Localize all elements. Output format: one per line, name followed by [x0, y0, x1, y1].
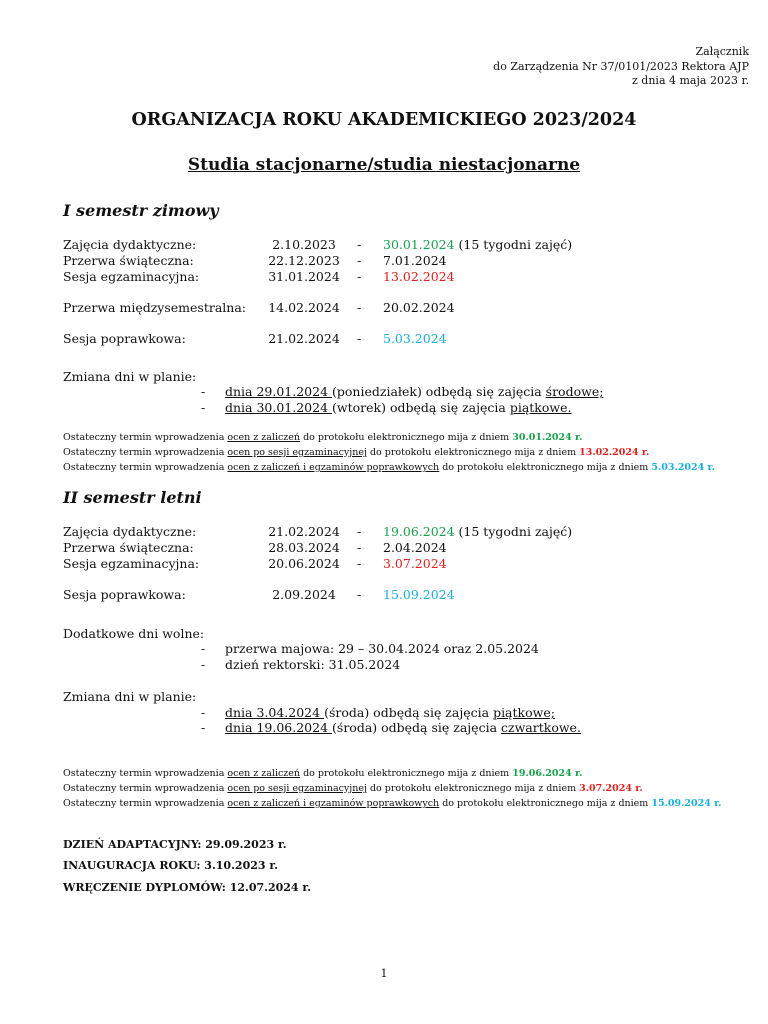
row-date-to: 20.02.2024 — [383, 300, 455, 315]
note-underlined: ocen po sesji egzaminacyjnej — [227, 783, 367, 794]
row-date-from: 20.06.2024 — [268, 556, 340, 571]
change-text — [225, 400, 571, 416]
bullet-dash: - — [201, 705, 206, 720]
document-subtitle: Studia stacjonarne/studia niestacjonarne — [187, 155, 581, 175]
row-date-to: 30.01.2024 — [383, 237, 455, 252]
row-date-to-wrap — [383, 524, 572, 540]
row-date-to: 13.02.2024 — [383, 269, 455, 284]
note-post: do protokołu elektronicznego mija z dniem — [439, 798, 652, 809]
note-date: 13.02.2024 r. — [579, 447, 650, 458]
note-pre: Ostateczny termin wprowadzenia — [63, 798, 228, 809]
row-date-from: 31.01.2024 — [268, 269, 340, 284]
note-underlined: ocen z zaliczeń i egzaminów poprawkowych — [227, 798, 440, 809]
sem1-change-item — [201, 400, 701, 416]
row-date-to: 2.04.2024 — [383, 540, 447, 555]
sem1-note — [63, 461, 715, 474]
note-post: do protokołu elektronicznego mija z dniem — [366, 447, 580, 458]
free-text: przerwa majowa: 29 – 30.04.2024 oraz 2.05.2024 — [225, 641, 539, 656]
note-date: 19.06.2024 r. — [512, 768, 583, 779]
note-underlined: ocen z zaliczeń — [227, 432, 301, 443]
change-date: dnia 19.06.2024 — [225, 720, 333, 735]
row-date-from: 14.02.2024 — [268, 300, 340, 315]
row-label: Przerwa międzysemestralna: — [63, 300, 247, 315]
annex-header — [493, 45, 749, 89]
note-date: 15.09.2024 r. — [651, 798, 722, 809]
row-dash: - — [357, 540, 362, 555]
row-date-from: 22.12.2023 — [268, 253, 340, 268]
page-number: 1 — [380, 967, 388, 980]
change-day: piątkowe; — [493, 705, 555, 720]
note-post: do protokołu elektronicznego mija z dniem — [366, 783, 580, 794]
note-pre: Ostateczny termin wprowadzenia — [63, 447, 228, 458]
note-pre: Ostateczny termin wprowadzenia — [63, 462, 228, 473]
row-label: Przerwa świąteczna: — [63, 540, 194, 555]
annex-line-3: z dnia 4 maja 2023 r. — [632, 74, 749, 87]
row-date-from: 2.09.2024 — [272, 587, 336, 602]
change-day: czwartkowe. — [501, 720, 581, 735]
row-dash: - — [357, 300, 362, 315]
document-title: ORGANIZACJA ROKU AKADEMICKIEGO 2023/2024 — [131, 110, 637, 130]
change-date: dnia 30.01.2024 — [225, 400, 333, 415]
row-date-to: 7.01.2024 — [383, 253, 447, 268]
row-label: Zajęcia dydaktyczne: — [63, 237, 197, 252]
row-dash: - — [357, 524, 362, 539]
row-date-from: 2.10.2023 — [272, 237, 336, 252]
note-post: do protokołu elektronicznego mija z dniem — [300, 768, 513, 779]
row-extra: (15 tygodni zajęć) — [454, 237, 573, 252]
change-mid: (środa) odbędą się zajęcia — [332, 720, 502, 735]
row-date-to: 15.09.2024 — [383, 587, 455, 602]
sem2-free-item — [201, 641, 701, 657]
change-date: dnia 3.04.2024 — [225, 705, 325, 720]
sem2-change-item — [201, 705, 701, 721]
note-underlined: ocen z zaliczeń i egzaminów poprawkowych — [227, 462, 440, 473]
row-dash: - — [357, 269, 362, 284]
change-text — [225, 720, 581, 736]
row-dash: - — [357, 331, 362, 346]
bullet-dash: - — [201, 657, 206, 672]
change-mid: (poniedziałek) odbędą się zajęcia — [332, 384, 546, 399]
key-date-inauguration: INAUGURACJA ROKU: 3.10.2023 r. — [63, 859, 278, 872]
change-day: piątkowe. — [509, 400, 572, 415]
annex-line-2: do Zarządzenia Nr 37/0101/2023 Rektora AJP — [493, 59, 749, 73]
sem1-changes-label: Zmiana dni w planie: — [63, 369, 197, 384]
change-text — [225, 384, 603, 400]
note-underlined: ocen z zaliczeń — [227, 768, 301, 779]
note-date: 30.01.2024 r. — [512, 432, 583, 443]
change-mid: (środa) odbędą się zajęcia — [324, 705, 494, 720]
row-label: Sesja poprawkowa: — [63, 331, 186, 346]
note-pre: Ostateczny termin wprowadzenia — [63, 768, 228, 779]
row-date-to: 19.06.2024 — [383, 524, 455, 539]
row-dash: - — [357, 253, 362, 268]
sem2-changes-label: Zmiana dni w planie: — [63, 689, 197, 704]
row-date-to: 3.07.2024 — [383, 556, 447, 571]
note-date: 3.07.2024 r. — [579, 783, 643, 794]
note-post: do protokołu elektronicznego mija z dniem — [300, 432, 513, 443]
row-date-from: 28.03.2024 — [268, 540, 340, 555]
bullet-dash: - — [201, 641, 206, 656]
sem2-change-item — [201, 720, 701, 736]
row-label: Sesja poprawkowa: — [63, 587, 186, 602]
sem2-note — [63, 782, 643, 795]
note-date: 5.03.2024 r. — [651, 462, 715, 473]
annex-line-1: Załącznik — [695, 45, 749, 58]
sem2-free-days-label: Dodatkowe dni wolne: — [63, 626, 205, 641]
sem2-free-item — [201, 657, 701, 673]
row-label: Sesja egzaminacyjna: — [63, 269, 200, 284]
change-mid: (wtorek) odbędą się zajęcia — [332, 400, 510, 415]
bullet-dash: - — [201, 720, 206, 735]
row-extra: (15 tygodni zajęć) — [454, 524, 573, 539]
row-date-to-wrap — [383, 237, 572, 253]
semester-2-heading: II semestr letni — [63, 488, 202, 507]
row-dash: - — [357, 556, 362, 571]
key-date-diplomas: WRĘCZENIE DYPLOMÓW: 12.07.2024 r. — [63, 881, 312, 894]
change-day: środowe; — [545, 384, 604, 399]
row-date-from: 21.02.2024 — [268, 331, 340, 346]
row-label: Sesja egzaminacyjna: — [63, 556, 200, 571]
note-pre: Ostateczny termin wprowadzenia — [63, 783, 228, 794]
note-post: do protokołu elektronicznego mija z dniem — [439, 462, 652, 473]
row-label: Przerwa świąteczna: — [63, 253, 194, 268]
row-dash: - — [357, 587, 362, 602]
bullet-dash: - — [201, 400, 206, 415]
sem1-change-item — [201, 384, 701, 400]
sem2-note — [63, 767, 582, 780]
free-text: dzień rektorski: 31.05.2024 — [225, 657, 401, 672]
bullet-dash: - — [201, 384, 206, 399]
sem1-note — [63, 431, 582, 444]
change-text — [225, 705, 555, 721]
change-date: dnia 29.01.2024 — [225, 384, 333, 399]
note-underlined: ocen po sesji egzaminacyjnej — [227, 447, 367, 458]
key-date-adaptation: DZIEŃ ADAPTACYJNY: 29.09.2023 r. — [63, 838, 287, 851]
row-date-to: 5.03.2024 — [383, 331, 447, 346]
sem2-note — [63, 797, 722, 810]
note-pre: Ostateczny termin wprowadzenia — [63, 432, 228, 443]
row-dash: - — [357, 237, 362, 252]
sem1-note — [63, 446, 649, 459]
row-date-from: 21.02.2024 — [268, 524, 340, 539]
semester-1-heading: I semestr zimowy — [63, 201, 219, 220]
row-label: Zajęcia dydaktyczne: — [63, 524, 197, 539]
